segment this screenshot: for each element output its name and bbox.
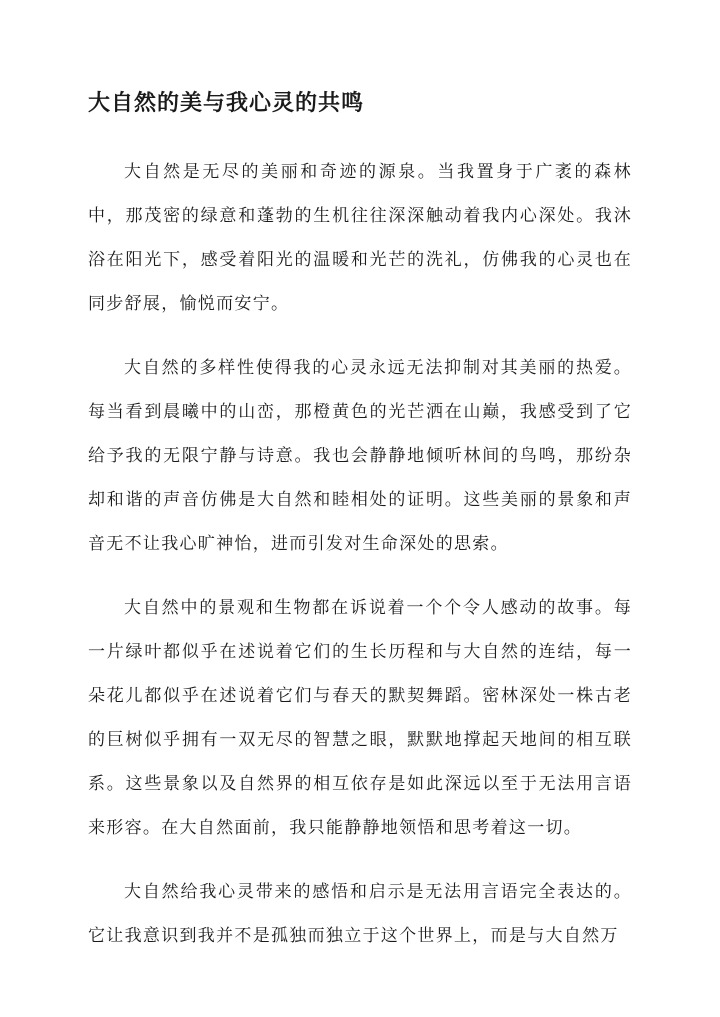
paragraph-1: 大自然是无尽的美丽和奇迹的源泉。当我置身于广袤的森林中，那茂密的绿意和蓬勃的生机往往深深触动着我内心深处。我沐浴在阳光下，感受着阳光的温暖和光芒的洗礼，仿佛我的心灵也在同步舒展，愉悦而安宁。 [88, 162, 632, 314]
paragraph-4: 大自然给我心灵带来的感悟和启示是无法用言语完全表达的。它让我意识到我并不是孤独而独立于这个世界上，而是与大自然万 [88, 882, 632, 946]
document-body [88, 150, 632, 978]
paragraph-3: 大自然中的景观和生物都在诉说着一个个令人感动的故事。每一片绿叶都似乎在述说着它们的生长历程和与大自然的连结，每一朵花儿都似乎在述说着它们与春天的默契舞蹈。密林深处一株古老的巨树似乎拥有一双无尽的智慧之眼，默默地撑起天地间的相互联系。这些景象以及自然界的相互依存是如此深远以至于无法用言语来形容。在大自然面前，我只能静静地领悟和思考着这一切。 [88, 598, 632, 838]
document-title: 大自然的美与我心灵的共鸣 [88, 90, 365, 116]
paragraph-2: 大自然的多样性使得我的心灵永远无法抑制对其美丽的热爱。每当看到晨曦中的山峦，那橙黄色的光芒洒在山巅，我感受到了它给予我的无限宁静与诗意。我也会静静地倾听林间的鸟鸣，那纷杂却和谐的声音仿佛是大自然和睦相处的证明。这些美丽的景象和声音无不让我心旷神怡，进而引发对生命深处的思索。 [88, 358, 632, 554]
